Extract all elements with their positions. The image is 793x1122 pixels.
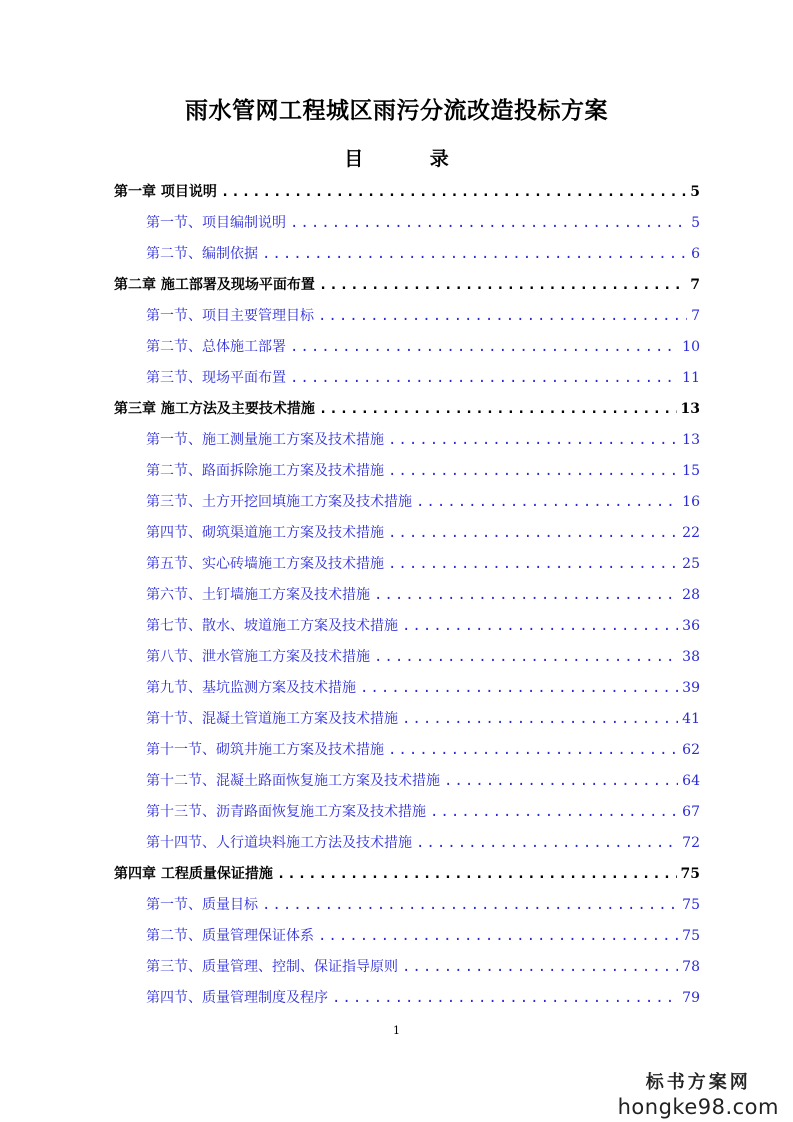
toc-entry-label: 第一节、质量目标	[146, 897, 258, 913]
toc-dot-leader	[290, 363, 678, 394]
toc-dot-leader	[290, 332, 678, 363]
toc-entry-label: 第十节、混凝土管道施工方案及技术措施	[146, 711, 398, 727]
toc-section-entry[interactable]	[146, 456, 700, 487]
toc-section-entry[interactable]	[146, 983, 700, 1014]
toc-section-entry[interactable]	[146, 425, 700, 456]
toc-entry-page: 62	[682, 742, 700, 758]
toc-entry-page: 15	[682, 463, 700, 479]
toc-entry-page: 7	[691, 308, 700, 324]
toc-dot-leader	[374, 642, 678, 673]
toc-section-entry[interactable]	[146, 549, 700, 580]
toc-entry-label: 第十一节、砌筑井施工方案及技术措施	[146, 742, 384, 758]
toc-entry-label: 第三节、现场平面布置	[146, 370, 286, 386]
toc-section-entry[interactable]	[146, 518, 700, 549]
toc-entry-page: 5	[690, 184, 700, 200]
toc-entry-label: 第八节、泄水管施工方案及技术措施	[146, 649, 370, 665]
toc-entry-page: 39	[682, 680, 700, 696]
toc-entry-page: 72	[682, 835, 700, 851]
toc-dot-leader	[221, 177, 686, 208]
toc-dot-leader	[319, 394, 677, 425]
toc-dot-leader	[318, 921, 678, 952]
toc-entry-page: 36	[682, 618, 700, 634]
toc-entry-label: 第二节、质量管理保证体系	[146, 928, 314, 944]
toc-entry-page: 41	[682, 711, 700, 727]
toc-dot-leader	[262, 890, 678, 921]
toc-entry-label: 第十二节、混凝土路面恢复施工方案及技术措施	[146, 773, 440, 789]
watermark-line2: hongke98.com	[617, 1095, 779, 1119]
toc-entry-label: 第四章 工程质量保证措施	[114, 866, 273, 882]
toc-entry-label: 第二章 施工部署及现场平面布置	[114, 277, 315, 293]
toc-heading: 目 录	[344, 148, 479, 170]
toc-dot-leader	[416, 487, 678, 518]
toc-section-entry[interactable]	[146, 208, 700, 239]
toc-entry-page: 25	[682, 556, 700, 572]
toc-dot-leader	[388, 549, 678, 580]
toc-chapter-entry[interactable]	[114, 394, 700, 425]
toc-dot-leader	[402, 611, 678, 642]
toc-entry-label: 第一节、项目主要管理目标	[146, 308, 314, 324]
toc-dot-leader	[360, 673, 678, 704]
toc-entry-page: 22	[682, 525, 700, 541]
toc-section-entry[interactable]	[146, 673, 700, 704]
toc-section-entry[interactable]	[146, 611, 700, 642]
toc-entry-label: 第二节、总体施工部署	[146, 339, 286, 355]
toc-entry-page: 75	[680, 866, 700, 882]
toc-dot-leader	[332, 983, 678, 1014]
toc-entry-page: 13	[680, 401, 700, 417]
toc-entry-page: 79	[682, 990, 700, 1006]
toc-section-entry[interactable]	[146, 952, 700, 983]
toc-dot-leader	[319, 270, 686, 301]
toc-entry-label: 第六节、土钉墙施工方案及技术措施	[146, 587, 370, 603]
toc-dot-leader	[402, 704, 678, 735]
toc-section-entry[interactable]	[146, 921, 700, 952]
toc-section-entry[interactable]	[146, 766, 700, 797]
toc-dot-leader	[290, 208, 687, 239]
toc-dot-leader	[374, 580, 678, 611]
watermark-logo	[618, 1068, 779, 1119]
toc-entry-label: 第九节、基坑监测方案及技术措施	[146, 680, 356, 696]
toc-entry-label: 第五节、实心砖墙施工方案及技术措施	[146, 556, 384, 572]
toc-section-entry[interactable]	[146, 642, 700, 673]
watermark-line1: 标书方案网	[645, 1072, 751, 1093]
toc-entry-label: 第一节、施工测量施工方案及技术措施	[146, 432, 384, 448]
toc-chapter-entry[interactable]	[114, 270, 700, 301]
toc-section-entry[interactable]	[146, 363, 700, 394]
toc-entry-page: 10	[682, 339, 700, 355]
toc-entry-label: 第一章 项目说明	[114, 184, 217, 200]
toc-dot-leader	[262, 239, 687, 270]
toc-entry-page: 5	[691, 215, 700, 231]
document-title: 雨水管网工程城区雨污分流改造投标方案	[185, 97, 608, 124]
toc-section-entry[interactable]	[146, 239, 700, 270]
toc-entry-label: 第一节、项目编制说明	[146, 215, 286, 231]
toc-chapter-entry[interactable]	[114, 177, 700, 208]
toc-entry-label: 第三节、质量管理、控制、保证指导原则	[146, 959, 398, 975]
toc-entry-page: 78	[682, 959, 700, 975]
toc-section-entry[interactable]	[146, 332, 700, 363]
toc-entry-page: 64	[682, 773, 700, 789]
toc-section-entry[interactable]	[146, 487, 700, 518]
toc-section-entry[interactable]	[146, 704, 700, 735]
toc-section-entry[interactable]	[146, 580, 700, 611]
toc-entry-page: 7	[690, 277, 700, 293]
toc-dot-leader	[416, 828, 678, 859]
toc-entry-label: 第三章 施工方法及主要技术措施	[114, 401, 315, 417]
toc-dot-leader	[388, 518, 678, 549]
toc-dot-leader	[318, 301, 687, 332]
toc-entry-page: 6	[691, 246, 700, 262]
toc-entry-label: 第三节、土方开挖回填施工方案及技术措施	[146, 494, 412, 510]
toc-section-entry[interactable]	[146, 828, 700, 859]
toc-entry-label: 第十四节、人行道块料施工方法及技术措施	[146, 835, 412, 851]
toc-dot-leader	[430, 797, 678, 828]
toc-dot-leader	[388, 456, 678, 487]
toc-entry-page: 38	[682, 649, 700, 665]
toc-section-entry[interactable]	[146, 301, 700, 332]
toc-entry-page: 75	[682, 928, 700, 944]
toc-section-entry[interactable]	[146, 890, 700, 921]
toc-dot-leader	[444, 766, 678, 797]
toc-entry-page: 28	[682, 587, 700, 603]
toc-dot-leader	[277, 859, 677, 890]
toc-entry-page: 16	[682, 494, 700, 510]
page-number: 1	[393, 1024, 400, 1037]
toc-dot-leader	[388, 735, 678, 766]
toc-entry-page: 11	[682, 370, 700, 386]
toc-dot-leader	[388, 425, 678, 456]
toc-entry-label: 第十三节、沥青路面恢复施工方案及技术措施	[146, 804, 426, 820]
toc-entry-label: 第七节、散水、坡道施工方案及技术措施	[146, 618, 398, 634]
toc-entry-label: 第二节、编制依据	[146, 246, 258, 262]
toc-entry-label: 第二节、路面拆除施工方案及技术措施	[146, 463, 384, 479]
toc-entry-page: 67	[682, 804, 700, 820]
toc-entry-label: 第四节、砌筑渠道施工方案及技术措施	[146, 525, 384, 541]
toc-entry-label: 第四节、质量管理制度及程序	[146, 990, 328, 1006]
toc-section-entry[interactable]	[146, 735, 700, 766]
toc-section-entry[interactable]	[146, 797, 700, 828]
toc-entry-page: 75	[682, 897, 700, 913]
toc-chapter-entry[interactable]	[114, 859, 700, 890]
toc-entry-page: 13	[682, 432, 700, 448]
toc-dot-leader	[402, 952, 678, 983]
